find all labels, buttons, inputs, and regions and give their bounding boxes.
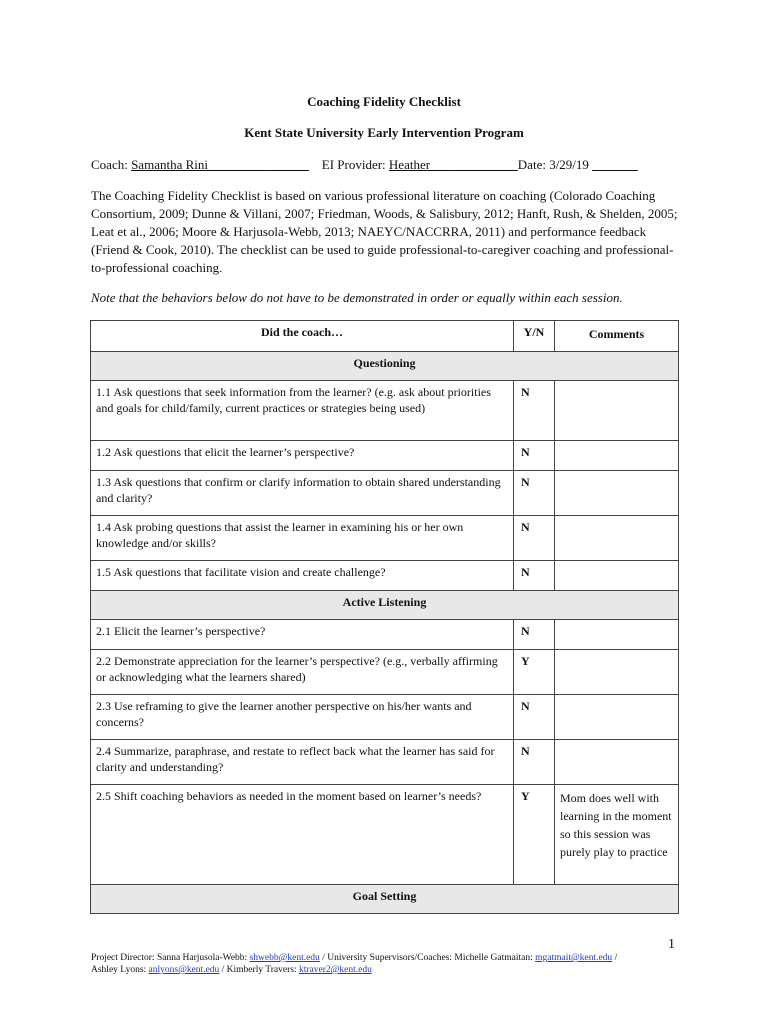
question-text: 1.5 Ask questions that facilitate vision and create challenge? (91, 561, 514, 591)
comment-cell (555, 620, 679, 650)
table-row (91, 381, 679, 441)
table-row (91, 740, 679, 785)
question-text: 2.2 Demonstrate appreciation for the learner’s perspective? (e.g., verbally affirming or acknowledging what the learners shared) (91, 650, 514, 695)
email-link[interactable]: ktraver2@kent.edu (298, 965, 372, 975)
section-row-active-listening (91, 591, 679, 620)
footer-text: / (612, 953, 618, 963)
header-question: Did the coach… (91, 321, 514, 352)
comment-cell (555, 516, 679, 561)
question-text: 2.4 Summarize, paraphrase, and restate to reflect back what the learner has said for clarity and understanding? (91, 740, 514, 785)
italic-note: Note that the behaviors below do not have to be demonstrated in order or equally within each session. (91, 290, 623, 305)
question-text: 1.2 Ask questions that elicit the learner’s perspective? (91, 441, 514, 471)
footer-text: / Kimberly Travers: (219, 965, 299, 975)
table-row (91, 516, 679, 561)
email-link[interactable]: shwebb@kent.edu (249, 953, 320, 963)
yn-value: Y (514, 650, 555, 695)
table-row (91, 650, 679, 695)
email-link[interactable]: mgatmait@kent.edu (535, 953, 613, 963)
comment-cell (555, 561, 679, 591)
section-title: Goal Setting (91, 885, 679, 914)
date-label: Date: 3/29/19 (517, 157, 593, 172)
yn-value: N (514, 471, 555, 516)
question-text: 2.5 Shift coaching behaviors as needed in the moment based on learner’s needs? (91, 785, 514, 885)
document-title: Coaching Fidelity Checklist (307, 94, 461, 109)
header-yn: Y/N (514, 321, 555, 352)
intro-paragraph: The Coaching Fidelity Checklist is based on various professional literature on coaching (Colorado Coaching Consortium, 2009; Dunne & Villani, 2007; Friedman, Woods, & Salisbury, 2012; Hanft, Rush, & Shelden, 2005; Leat et al., 2006; Moore & Harjusola-Webb, 2013; NAEYC/NACCRRA, 2011) and performance feedback (Friend & Cook, 2010). The checklist can be used to guide professional-to-caregiver coaching and professional-to-professional coaching. (91, 188, 678, 275)
yn-value: N (514, 516, 555, 561)
question-text: 1.4 Ask probing questions that assist the learner in examining his or her own knowledge and/or skills? (91, 516, 514, 561)
footer-contacts (91, 952, 681, 976)
comment-cell (555, 441, 679, 471)
email-link[interactable]: anlyons@kent.edu (148, 965, 220, 975)
header-comments: Comments (555, 321, 679, 352)
section-title: Questioning (91, 352, 679, 381)
table-header-row (91, 321, 679, 352)
yn-value: Y (514, 785, 555, 885)
table-row (91, 785, 679, 885)
table-row (91, 471, 679, 516)
coach-label: Coach: (91, 157, 132, 172)
comment-cell (555, 381, 679, 441)
table-row (91, 441, 679, 471)
comment-cell (555, 695, 679, 740)
comment-cell (555, 650, 679, 695)
comment-cell (555, 471, 679, 516)
section-row-goal-setting (91, 885, 679, 914)
coach-name: Samantha Rini_________ ______ (131, 157, 309, 172)
document-subtitle: Kent State University Early Intervention Program (244, 125, 524, 140)
date-blank: _ _ _ _ _ (592, 157, 638, 172)
yn-value: N (514, 561, 555, 591)
question-text: 1.1 Ask questions that seek information from the learner? (e.g. ask about priorities and goals for child/family, current practices or strategies being used) (91, 381, 514, 441)
yn-value: N (514, 695, 555, 740)
table-row (91, 561, 679, 591)
question-text: 2.3 Use reframing to give the learner another perspective on his/her wants and concerns? (91, 695, 514, 740)
table-row (91, 620, 679, 650)
page-number: 1 (668, 937, 675, 952)
provider-label: EI Provider: (321, 157, 389, 172)
footer-text: Project Director: Sanna Harjusola-Webb: (91, 953, 250, 963)
yn-value: N (514, 381, 555, 441)
question-text: 2.1 Elicit the learner’s perspective? (91, 620, 514, 650)
table-row (91, 695, 679, 740)
question-text: 1.3 Ask questions that confirm or clarify information to obtain shared understanding and clarity? (91, 471, 514, 516)
yn-value: N (514, 620, 555, 650)
provider-name: Heather___ __________ (388, 157, 518, 172)
section-title: Active Listening (91, 591, 679, 620)
footer-text: Ashley Lyons: (91, 965, 149, 975)
checklist-table (90, 320, 679, 914)
coach-info-line (91, 157, 638, 173)
section-row-questioning (91, 352, 679, 381)
footer-text: / University Supervisors/Coaches: Michelle Gatmaitan: (319, 953, 536, 963)
comment-cell: Mom does well with learning in the moment so this session was purely play to practice (555, 785, 679, 885)
yn-value: N (514, 740, 555, 785)
comment-cell (555, 740, 679, 785)
yn-value: N (514, 441, 555, 471)
